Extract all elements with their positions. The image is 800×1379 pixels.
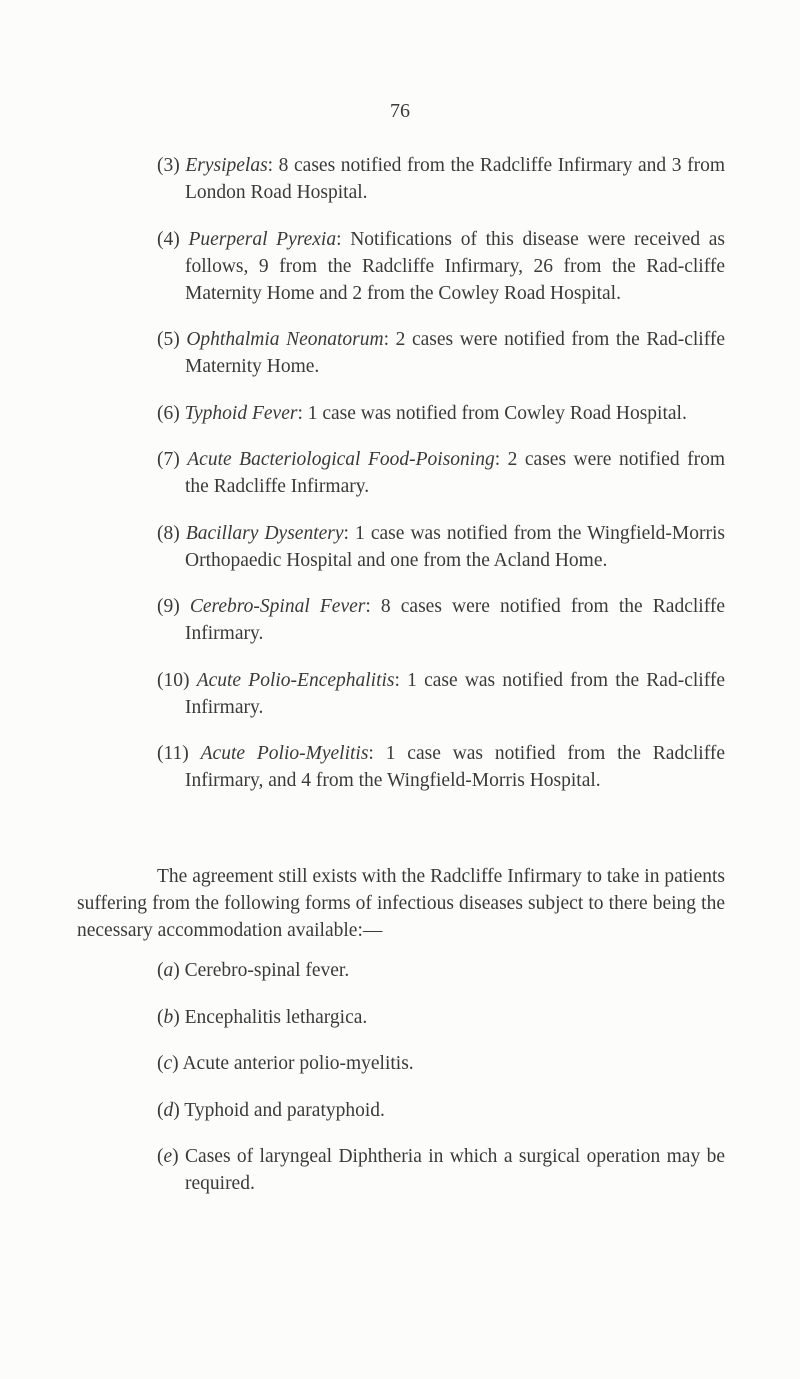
list-item	[157, 593, 725, 647]
item-letter: e	[163, 1146, 173, 1167]
item-text: : 2 cases were notified from the Rad-cliffe Maternity Home.	[185, 329, 726, 377]
list-item	[157, 740, 725, 794]
item-number: (5)	[157, 329, 180, 350]
item-text: : Notifications of this disease were received as follows, 9 from the Radcliffe Infirmary, 26 from the Rad-cliffe Maternity Home and 2 from the Cowley Road Hospital.	[185, 228, 726, 304]
item-text: Typhoid and paratyphoid.	[179, 1099, 385, 1121]
item-close: )	[172, 1146, 179, 1167]
item-close: )	[173, 1006, 180, 1028]
item-number: (9)	[157, 596, 180, 617]
disease-term: Puerperal Pyrexia	[188, 228, 337, 250]
item-number: (6)	[157, 402, 180, 424]
disease-term: Bacillary Dysentery	[185, 522, 344, 544]
item-close: )	[173, 960, 180, 981]
item-open: (	[157, 1146, 164, 1167]
item-text: Cases of laryngeal Diphtheria in which a surgical operation may be required.	[178, 1146, 725, 1194]
agreement-paragraph: The agreement still exists with the Radcliffe Infirmary to take in patients suffering from the following forms of infectious diseases subject to there being the necessary accommodation available:—	[77, 866, 725, 941]
notifications-list	[157, 152, 725, 804]
disease-term: Erysipelas	[185, 155, 268, 176]
disease-term: Acute Bacteriological Food-Poisoning	[187, 449, 495, 470]
item-letter: b	[163, 1006, 174, 1028]
item-text: Acute anterior polio-myelitis.	[178, 1053, 414, 1074]
list-item	[157, 667, 725, 721]
list-item	[157, 957, 725, 984]
item-number: (11)	[157, 743, 189, 764]
disease-term: Ophthalmia Neonatorum	[186, 329, 384, 350]
item-number: (7)	[157, 449, 180, 470]
list-item	[157, 326, 725, 380]
list-item	[157, 152, 725, 206]
item-text: : 1 case was notified from the Wingfield-Morris Orthopaedic Hospital and one from the Acland Home.	[185, 522, 725, 571]
list-item	[157, 1004, 725, 1031]
disease-term: Acute Polio-Encephalitis	[196, 669, 395, 691]
item-open: (	[157, 1099, 164, 1121]
item-text: Cerebro-spinal fever.	[179, 960, 350, 981]
item-number: (10)	[157, 669, 190, 691]
list-item	[157, 400, 725, 427]
item-text: : 8 cases notified from the Radcliffe Infirmary and 3 from London Road Hospital.	[185, 155, 725, 203]
item-open: (	[157, 1006, 164, 1028]
disease-term: Acute Polio-Myelitis	[200, 743, 369, 764]
item-letter: c	[163, 1053, 173, 1074]
disease-term: Cerebro-Spinal Fever	[189, 596, 366, 617]
item-number: (8)	[157, 522, 180, 544]
item-text: : 1 case was notified from the Radcliffe Infirmary, and 4 from the Wingfield-Morris Hospital.	[185, 743, 725, 791]
item-text: : 1 case was notified from the Rad-cliffe Infirmary.	[185, 669, 725, 718]
diseases-list	[157, 957, 725, 1207]
item-open: (	[157, 960, 164, 981]
disease-term: Typhoid Fever	[184, 402, 298, 424]
item-number: (4)	[157, 228, 180, 250]
list-item	[157, 446, 725, 500]
item-close: )	[173, 1099, 180, 1121]
item-text: : 8 cases were notified from the Radcliffe Infirmary.	[185, 596, 725, 644]
list-item	[157, 520, 725, 574]
list-item	[157, 1143, 725, 1197]
list-item	[157, 1050, 725, 1077]
item-text: : 2 cases were notified from the Radcliffe Infirmary.	[185, 449, 726, 497]
page-number: 76	[390, 100, 410, 122]
item-letter: d	[163, 1099, 174, 1121]
item-letter: a	[163, 960, 174, 981]
item-close: )	[172, 1053, 179, 1074]
item-text: : 1 case was notified from Cowley Road Hospital.	[297, 402, 687, 424]
item-open: (	[157, 1053, 164, 1074]
item-number: (3)	[157, 155, 180, 176]
item-text: Encephalitis lethargica.	[179, 1006, 368, 1028]
list-item	[157, 226, 725, 307]
list-item	[157, 1097, 725, 1124]
